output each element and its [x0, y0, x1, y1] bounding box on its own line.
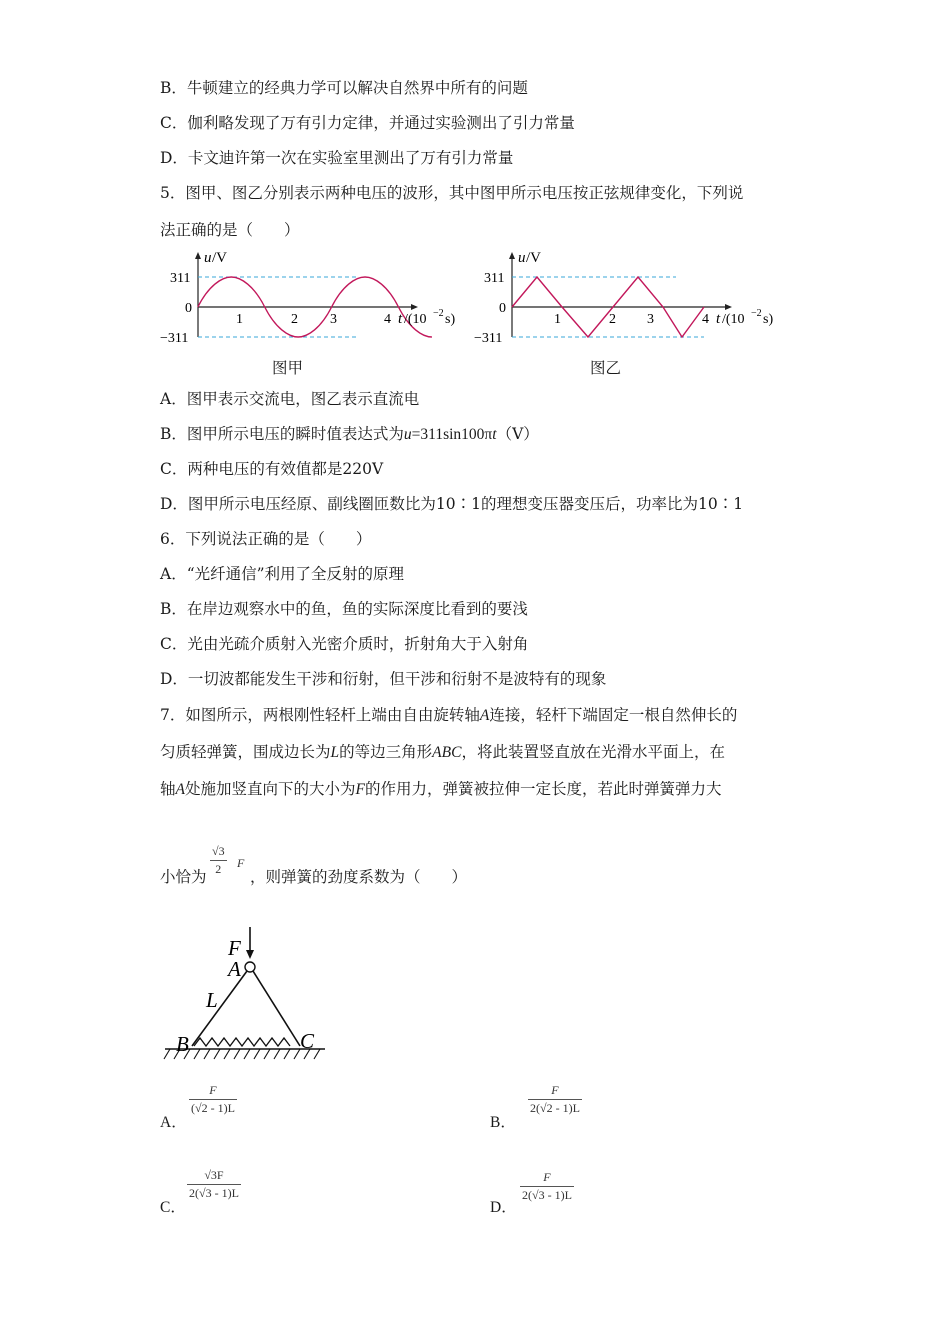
q5-stem-line2: 法正确的是（ ） [160, 221, 300, 239]
rod-AC [253, 971, 300, 1046]
figure-jia-caption: 图甲 [272, 359, 304, 377]
figure-yi-caption: 图乙 [590, 359, 622, 377]
figure-jia-sine-wave [160, 248, 470, 353]
fraction-denominator: (√2 - 1)L [191, 1101, 235, 1115]
pivot-A [245, 962, 255, 972]
q7-option-d-label: D． [490, 1199, 517, 1216]
y-tick-0: 0 [499, 301, 506, 316]
fraction-numerator: F [551, 1083, 559, 1097]
fraction-numerator: √3F [204, 1168, 224, 1182]
x-axis-arrow [725, 304, 732, 310]
label-C: C [300, 1029, 315, 1053]
fraction-denominator: 2(√2 - 1)L [530, 1101, 580, 1115]
x-tick-3: 3 [647, 312, 654, 327]
q7-triangle-figure [160, 925, 330, 1065]
q7-stem2-text3: ，将此装置竖直放在光滑水平面上，在 [461, 743, 725, 761]
q5-option-a: A．图甲表示交流电，图乙表示直流电 [160, 390, 420, 408]
x-label-exponent: −2 [433, 308, 444, 319]
figure-yi-triangle-wave [474, 248, 784, 353]
q7-stem1-text: 7．如图所示，两根刚性轻杆上端由自由旋转轴 [160, 706, 480, 724]
q5-option-b-formula: =311sin100π [411, 426, 493, 443]
label-L: L [206, 988, 218, 1012]
x-label-unit-close: s) [763, 312, 774, 327]
label-B: B [176, 1032, 189, 1056]
x-tick-2: 2 [609, 312, 616, 327]
y-label-unit: /V [526, 250, 541, 266]
y-tick-neg311: −311 [474, 331, 503, 346]
y-tick-311: 311 [484, 271, 505, 286]
q6-option-d: D．一切波都能发生干涉和衍射，但干涉和衍射不是波特有的现象 [160, 670, 607, 688]
q5-option-b-unit: （V） [496, 425, 539, 443]
fraction-numerator: F [209, 1083, 217, 1097]
q5-option-b-u: u [403, 426, 412, 443]
x-tick-1: 1 [236, 312, 243, 327]
q7-stem3-text3: 的作用力，弹簧被拉伸一定长度，若此时弹簧弹力大 [364, 780, 722, 798]
q7-stem-line4-post: ，则弹簧的劲度系数为（ ） [250, 868, 468, 886]
q7-stem-line1 [160, 704, 737, 727]
q7-option-a-fraction [189, 1083, 237, 1116]
q7-option-b-label: B． [490, 1114, 516, 1131]
q7-option-c-label: C． [160, 1199, 186, 1216]
fraction-numerator: √3 [212, 844, 225, 858]
fraction-denominator: 2(√3 - 1)L [189, 1186, 239, 1200]
q7-stem2-text2: 的等边三角形 [339, 743, 433, 761]
q7-stem-fraction-F: F [237, 856, 245, 870]
x-tick-4: 4 [702, 312, 709, 327]
q7-stem-line3 [160, 778, 721, 801]
q7-stem3-A: A [175, 781, 185, 798]
x-tick-4: 4 [384, 312, 391, 327]
q7-option-b-fraction [528, 1083, 582, 1116]
y-tick-neg311: −311 [160, 331, 189, 346]
label-A: A [228, 957, 241, 981]
y-label-u: u [518, 250, 526, 266]
q6-option-c: C．光由光疏介质射入光密介质时，折射角大于入射角 [160, 635, 529, 653]
x-label-unit-close: s) [445, 312, 456, 327]
fraction-numerator: F [543, 1170, 551, 1184]
q4-option-d: D．卡文迪许第一次在实验室里测出了万有引力常量 [160, 149, 514, 167]
q7-stem2-L: L [330, 744, 340, 761]
q7-stem-line4-pre: 小恰为 [160, 868, 207, 886]
q7-stem3-text2: 处施加竖直向下的大小为 [184, 780, 356, 798]
q7-stem1-text2: 连接，轻杆下端固定一根自然伸长的 [489, 706, 738, 724]
q6-option-a: A．“光纤通信”利用了全反射的原理 [160, 565, 405, 583]
x-label-exponent: −2 [751, 308, 762, 319]
q7-option-d-fraction [520, 1170, 574, 1203]
y-label-unit: /V [212, 250, 227, 266]
q5-option-b [160, 423, 539, 446]
x-label-t: t [398, 311, 403, 327]
force-arrow-head [246, 950, 254, 959]
q4-option-c: C．伽利略发现了万有引力定律，并通过实验测出了引力常量 [160, 114, 575, 132]
q4-option-b: B．牛顿建立的经典力学可以解决自然界中所有的问题 [160, 79, 528, 97]
q5-option-b-t: t [492, 426, 497, 443]
x-label-unit-open: /(10 [404, 312, 427, 327]
x-axis-arrow [411, 304, 418, 310]
q5-stem-line1: 5．图甲、图乙分别表示两种电压的波形，其中图甲所示电压按正弦规律变化，下列说 [160, 184, 744, 202]
y-label-u: u [204, 250, 212, 266]
q5-option-d: D．图甲所示电压经原、副线圈匝数比为10∶1的理想变压器变压后，功率比为10∶1 [160, 495, 744, 513]
x-tick-2: 2 [291, 312, 298, 327]
q7-option-a-label: A． [160, 1114, 187, 1131]
q7-stem2-text: 匀质轻弹簧，围成边长为 [160, 743, 331, 761]
label-F: F [228, 936, 241, 960]
y-tick-311: 311 [170, 271, 191, 286]
y-axis-arrow [195, 252, 201, 259]
q7-stem-fraction [210, 844, 227, 877]
q6-stem: 6．下列说法正确的是（ ） [160, 530, 372, 548]
q7-stem3-F: F [355, 781, 365, 798]
x-tick-1: 1 [554, 312, 561, 327]
q7-option-c-fraction [187, 1168, 241, 1201]
rod-AB [192, 971, 247, 1046]
fraction-denominator: 2(√3 - 1)L [522, 1188, 572, 1202]
q7-stem2-ABC: ABC [432, 744, 462, 761]
x-tick-3: 3 [330, 312, 337, 327]
q7-stem-line2 [160, 741, 725, 764]
x-label-unit-open: /(10 [722, 312, 745, 327]
x-label-t: t [716, 311, 721, 327]
q5-option-b-text: B．图甲所示电压的瞬时值表达式为 [160, 425, 404, 443]
spring [194, 1038, 290, 1046]
q6-option-b: B．在岸边观察水中的鱼，鱼的实际深度比看到的要浅 [160, 600, 528, 618]
fraction-denominator: 2 [210, 860, 227, 877]
y-tick-0: 0 [185, 301, 192, 316]
q7-stem1-A: A [479, 707, 490, 724]
y-axis-arrow [509, 252, 515, 259]
q5-option-c: C．两种电压的有效值都是220V [160, 460, 384, 478]
q7-stem3-text: 轴 [160, 780, 176, 798]
